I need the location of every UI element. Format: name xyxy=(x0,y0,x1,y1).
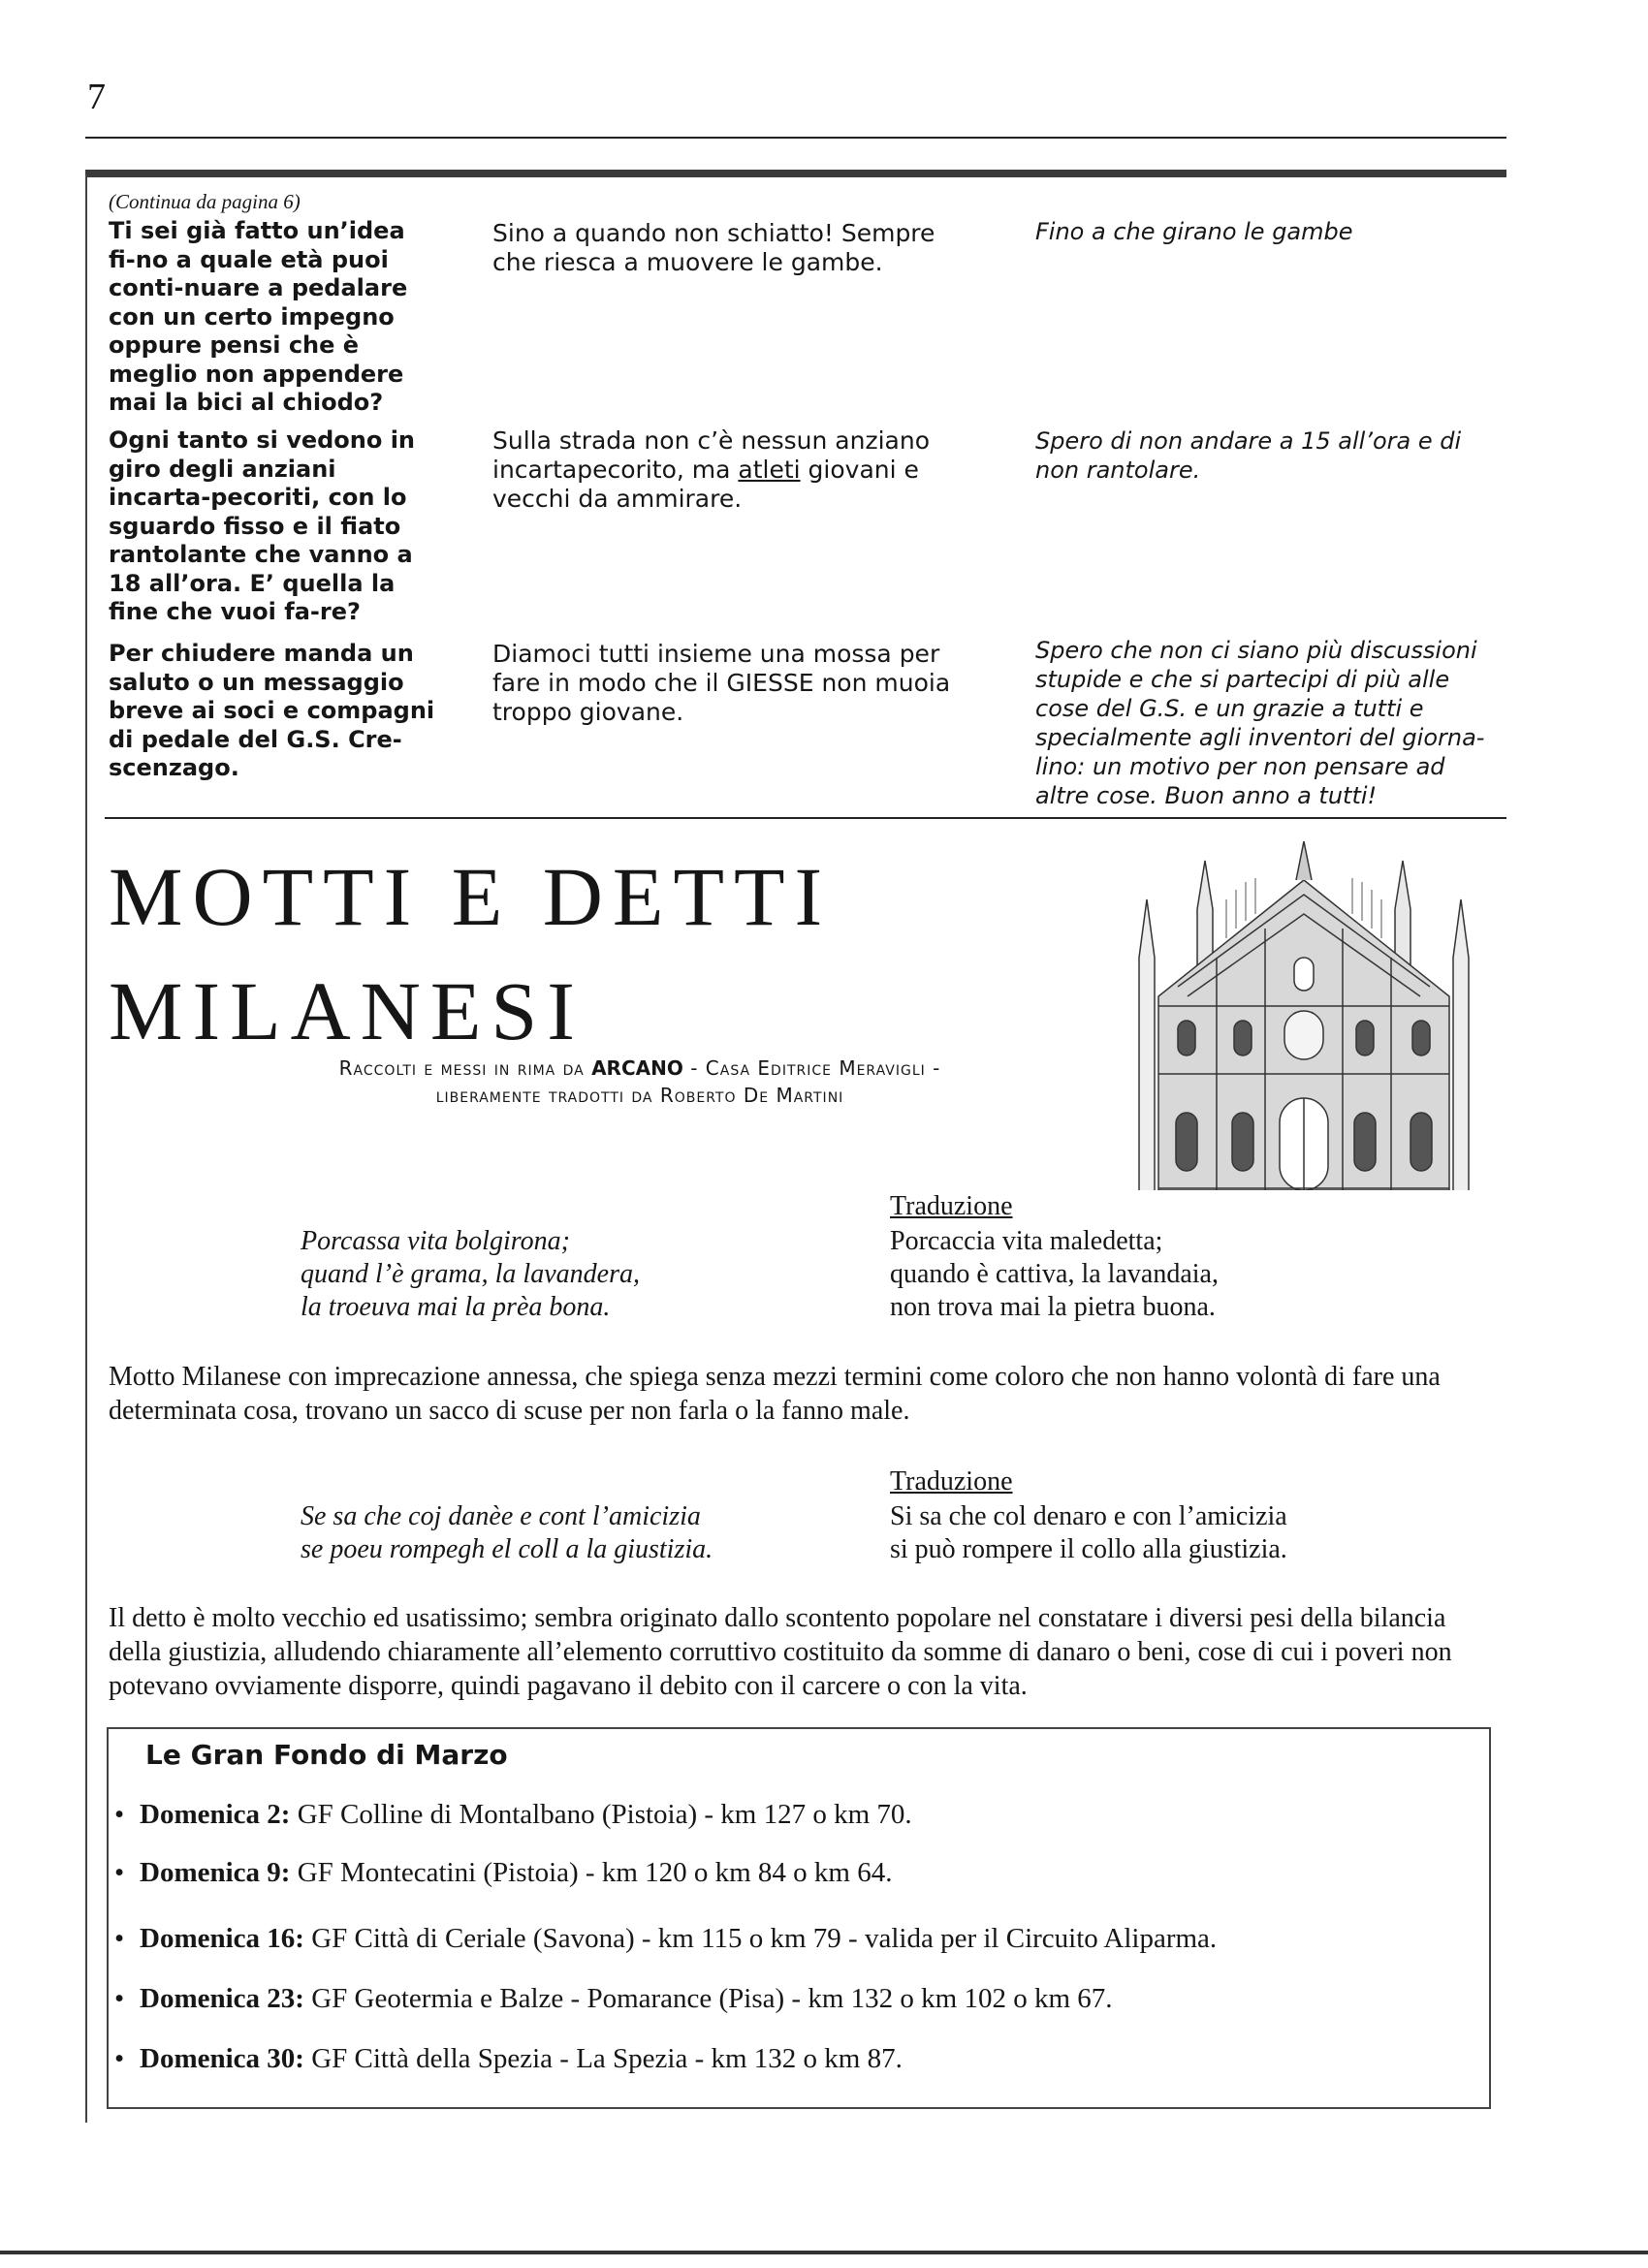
section-subtitle xyxy=(223,1055,1057,1109)
motto-1-dialect-line: Porcassa vita bolgirona; xyxy=(301,1226,570,1256)
answer-2-text-b: giovani e vecchi da ammirare. xyxy=(492,456,919,513)
granfondo-item xyxy=(114,2043,903,2075)
granfondo-text: GF Città della Spezia - La Spezia - km 132 o km 87. xyxy=(303,2043,903,2074)
granfondo-title: Le Gran Fondo di Marzo xyxy=(145,1739,508,1771)
subtitle-author: ARCANO xyxy=(591,1056,683,1080)
motto-2-italian xyxy=(890,1500,1287,1566)
interview-question-3: Per chiudere manda un saluto o un messaggio breve ai soci e compagni di pedale del G.S. Cre-scenzago. xyxy=(109,640,435,781)
interview-question-1: Ti sei già fatto un’idea fi-no a quale età puoi conti-nuare a pedalare con un certo impegno oppure pensi che è meglio non appendere mai la bici al chiodo? xyxy=(109,217,408,416)
interview-answer-1: Sino a quando non schiatto! Sempre che riesca a muovere le gambe. xyxy=(492,219,935,276)
bullet-icon: • xyxy=(114,2043,125,2074)
interview-reply-3: Spero che non ci siano più discussioni stupide e che si partecipi di più alle cose del G.S. e un grazie a tutti e specialmente agli inventori del giorna-lino: un motivo per non pensare ad altre cose. Buon anno a tutti! xyxy=(1035,637,1485,809)
section-title-line-2: MILANESI xyxy=(109,964,585,1057)
subtitle-line-2: liberamente tradotti da Roberto De Martini xyxy=(435,1084,844,1107)
motto-1-italian xyxy=(890,1225,1219,1324)
continued-note: (Continua da pagina 6) xyxy=(109,190,301,213)
section-rule xyxy=(105,817,1506,819)
answer-2-text-a: Sulla strada non c’è nessun anziano incartapecorito, ma xyxy=(492,426,930,484)
section-title-line-1: MOTTI E DETTI xyxy=(109,850,833,943)
granfondo-day: Domenica 23: xyxy=(140,1983,304,2014)
motto-2-translation-heading: Traduzione xyxy=(890,1466,1013,1496)
header-thick-rule xyxy=(85,170,1506,177)
motto-1-comment: Motto Milanese con imprecazione annessa, che spiega senza mezzi termini come coloro che non hanno volontà di fare una determinata cosa, trovano un sacco di scuse per non farla o la fanno male. xyxy=(109,1362,1441,1426)
left-margin-line xyxy=(85,174,87,2123)
motto-1-translation-heading: Traduzione xyxy=(890,1191,1013,1221)
motto-1-italian-line: quando è cattiva, la lavandaia, xyxy=(890,1259,1219,1289)
motto-2-dialect-line: se poeu rompegh el coll a la giustizia. xyxy=(301,1534,713,1564)
bullet-icon: • xyxy=(114,1857,125,1888)
motto-2-dialect-line: Se sa che coj danèe e cont l’amicizia xyxy=(301,1501,701,1531)
interview-reply-2: Spero di non andare a 15 all’ora e di non rantolare. xyxy=(1035,427,1462,484)
granfondo-item xyxy=(114,1857,893,1889)
bullet-icon: • xyxy=(114,1983,125,2014)
motto-1-dialect-line: la troeuva mai la prèa bona. xyxy=(301,1292,611,1322)
granfondo-day: Domenica 9: xyxy=(140,1857,291,1888)
motto-1-italian-line: non trova mai la pietra buona. xyxy=(890,1292,1216,1322)
duomo-illustration xyxy=(1120,841,1488,1190)
granfondo-item xyxy=(114,1799,912,1831)
motto-2-italian-line: Si sa che col denaro e con l’amicizia xyxy=(890,1501,1287,1531)
header-rule xyxy=(85,137,1506,139)
motto-1-dialect-line: quand l’è grama, la lavandera, xyxy=(301,1259,640,1289)
subtitle-a: Raccolti e messi in rima da xyxy=(338,1056,592,1080)
granfondo-text: GF Colline di Montalbano (Pistoia) - km 127 o km 70. xyxy=(290,1799,912,1830)
granfondo-text: GF Montecatini (Pistoia) - km 120 o km 84 o km 64. xyxy=(290,1857,893,1888)
motto-1-dialect xyxy=(301,1225,640,1324)
interview-answer-3: Diamoci tutti insieme una mossa per fare in modo che il GIESSE non muoia troppo giovane. xyxy=(492,640,951,726)
granfondo-day: Domenica 30: xyxy=(140,2043,304,2074)
motto-2-italian-line: si può rompere il collo alla giustizia. xyxy=(890,1534,1287,1564)
motto-2-comment: Il detto è molto vecchio ed usatissimo; sembra originato dallo scontento popolare nel constatare i diversi pesi della bilancia della giustizia, alludendo chiaramente all’elemento corruttivo costituito da somme di danaro o beni, cose di cui i poveri non potevano ovviamente disporre, quindi pagavano il debito con il carcere o con la vita. xyxy=(109,1603,1452,1701)
answer-2-underlined: atleti xyxy=(738,456,801,484)
bullet-icon: • xyxy=(114,1923,125,1954)
granfondo-item xyxy=(114,1983,1113,2015)
interview-reply-1: Fino a che girano le gambe xyxy=(1035,218,1353,245)
page-number: 7 xyxy=(87,77,106,117)
granfondo-day: Domenica 2: xyxy=(140,1799,291,1830)
granfondo-item xyxy=(114,1923,1217,1955)
bullet-icon: • xyxy=(114,1799,125,1830)
granfondo-day: Domenica 16: xyxy=(140,1923,304,1954)
interview-answer-2 xyxy=(492,426,967,514)
footer-rule xyxy=(0,2251,1648,2254)
subtitle-b: - Casa Editrice Meravigli - xyxy=(682,1056,941,1080)
motto-2-dialect xyxy=(301,1500,713,1566)
granfondo-text: GF Geotermia e Balze - Pomarance (Pisa) - km 132 o km 102 o km 67. xyxy=(303,1983,1113,2014)
motto-1-italian-line: Porcaccia vita maledetta; xyxy=(890,1226,1163,1256)
granfondo-text: GF Città di Ceriale (Savona) - km 115 o km 79 - valida per il Circuito Aliparma. xyxy=(303,1923,1218,1954)
interview-question-2: Ogni tanto si vedono in giro degli anziani incarta-pecoriti, con lo sguardo fisso e il fiato rantolante che vanno a 18 all’ora. E’ quella la fine che vuoi fa-re? xyxy=(109,426,416,625)
